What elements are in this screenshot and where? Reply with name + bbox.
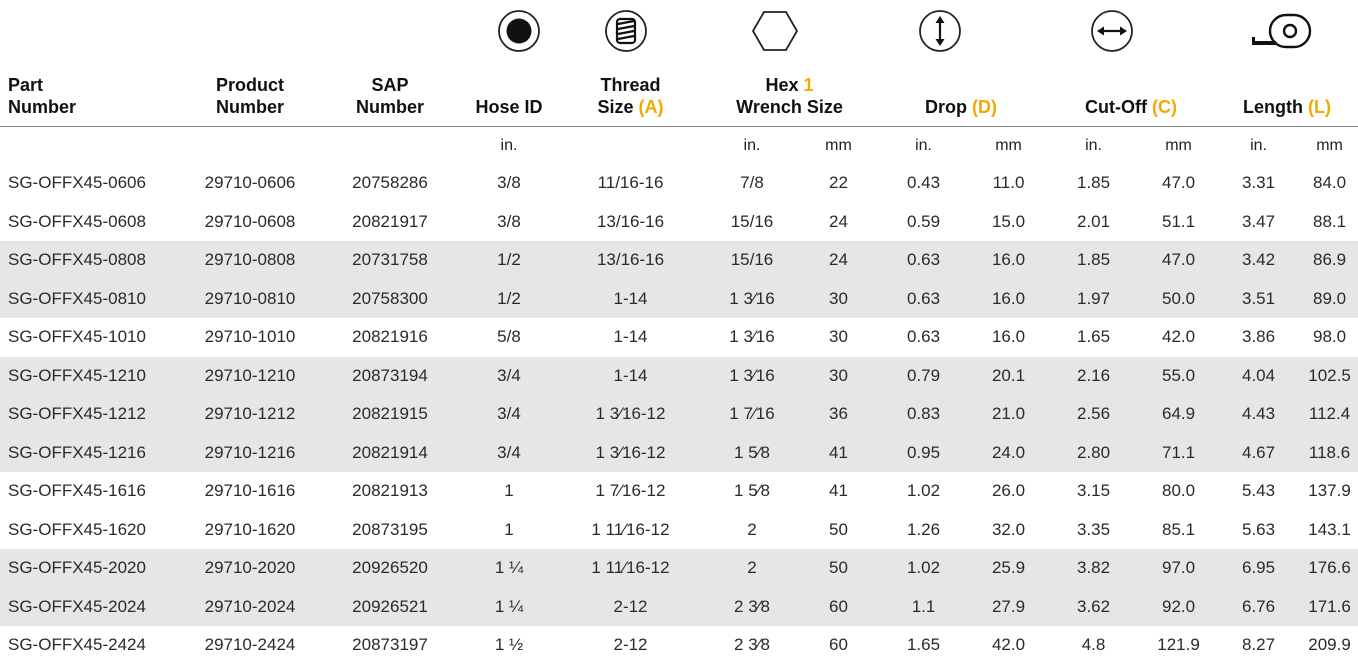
cutoff-mm-cell: 85.1 xyxy=(1161,519,1196,539)
fitting-spec-table xyxy=(0,66,1358,665)
hex-in-cell: 1 3⁄16 xyxy=(703,280,801,319)
part-number-cell: SG-OFFX45-1216 xyxy=(0,434,180,473)
drop-in-cell: 0.63 xyxy=(876,280,971,319)
length-in-cell: 8.27 xyxy=(1241,635,1276,655)
drop-mm-cell: 16.0 xyxy=(971,241,1046,280)
cutoff-in-cell: 2.56 xyxy=(1046,395,1141,434)
hose-id-cell: 1 xyxy=(504,481,514,501)
hex-mm-cell: 36 xyxy=(801,395,876,434)
hex-mm-cell: 30 xyxy=(801,280,876,319)
unit-cut-mm: mm xyxy=(1165,136,1192,154)
product-number-cell: 29710-0810 xyxy=(180,280,320,319)
hex-mm-cell: 50 xyxy=(829,519,848,539)
header-row xyxy=(0,66,1358,127)
length-in-cell: 3.31 xyxy=(1241,173,1276,193)
cutoff-mm-cell: 71.1 xyxy=(1141,434,1216,473)
drop-in-cell: 0.43 xyxy=(906,173,941,193)
length-in-cell: 3.47 xyxy=(1241,211,1276,231)
drop-mm-cell: 11.0 xyxy=(992,173,1025,193)
length-mm-cell: 102.5 xyxy=(1301,357,1358,396)
hose-id-cell: 3/4 xyxy=(460,434,558,473)
sap-number-cell: 20821916 xyxy=(352,327,428,347)
cutoff-mm-cell: 80.0 xyxy=(1161,481,1196,501)
cutoff-in-cell: 1.85 xyxy=(1076,173,1111,193)
product-number-cell: 29710-0608 xyxy=(204,211,296,231)
length-in-cell: 3.42 xyxy=(1216,241,1301,280)
table-row xyxy=(0,395,1358,434)
thread-size-cell: 1 11⁄16-12 xyxy=(558,549,703,588)
product-number-cell: 29710-1216 xyxy=(180,434,320,473)
table-row xyxy=(0,626,1358,665)
hose-id-icon xyxy=(497,9,541,53)
drop-mm-cell: 15.0 xyxy=(991,211,1026,231)
part-number-cell: SG-OFFX45-1616 xyxy=(8,481,146,501)
cutoff-mm-cell: 47.0 xyxy=(1161,173,1196,193)
thread-size-cell: 11/16-16 xyxy=(597,173,664,193)
drop-in-cell: 0.83 xyxy=(876,395,971,434)
thread-size-cell: 13/16-16 xyxy=(558,241,703,280)
drop-in-cell: 1.02 xyxy=(876,549,971,588)
hex-icon xyxy=(751,9,799,53)
unit-drop-in: in. xyxy=(915,136,932,154)
drop-mm-cell: 24.0 xyxy=(971,434,1046,473)
drop-in-cell: 1.26 xyxy=(906,519,941,539)
sap-number-cell: 20821913 xyxy=(352,481,428,501)
unit-hose-in: in. xyxy=(500,136,518,154)
sap-number-cell: 20821914 xyxy=(320,434,460,473)
sap-number-cell: 20926520 xyxy=(320,549,460,588)
hex-mm-cell: 41 xyxy=(829,481,848,501)
hex-in-cell: 15/16 xyxy=(730,211,774,231)
unit-hex-in: in. xyxy=(743,136,761,154)
unit-hex-mm: mm xyxy=(825,136,852,154)
cutoff-in-cell: 1.97 xyxy=(1046,280,1141,319)
drop-mm-cell: 25.9 xyxy=(971,549,1046,588)
header-cut-off: Cut-Off (C) xyxy=(1046,66,1216,127)
length-mm-cell: 112.4 xyxy=(1301,395,1358,434)
thread-size-cell: 1-14 xyxy=(613,327,648,347)
hose-id-cell: 1 xyxy=(504,519,514,539)
table-row xyxy=(0,434,1358,473)
thread-size-cell: 2-12 xyxy=(558,588,703,627)
hose-id-cell: 1/2 xyxy=(460,241,558,280)
thread-size-cell: 1-14 xyxy=(558,280,703,319)
product-number-cell: 29710-1616 xyxy=(204,481,296,501)
drop-mm-cell: 32.0 xyxy=(991,519,1026,539)
thread-size-cell: 1 3⁄16-12 xyxy=(558,395,703,434)
thread-size-cell: 2-12 xyxy=(613,635,648,655)
header-hex-wrench-size: Hex 1 Wrench Size xyxy=(703,66,876,127)
length-mm-cell: 176.6 xyxy=(1301,549,1358,588)
hex-mm-cell: 60 xyxy=(829,635,848,655)
table-row xyxy=(0,357,1358,396)
cutoff-in-cell: 1.85 xyxy=(1046,241,1141,280)
product-number-cell: 29710-1010 xyxy=(204,327,296,347)
hex-in-cell: 1 5⁄8 xyxy=(703,434,801,473)
table-row xyxy=(0,318,1358,357)
header-length: Length (L) xyxy=(1216,66,1358,127)
length-mm-cell: 89.0 xyxy=(1301,280,1358,319)
product-number-cell: 29710-0606 xyxy=(204,173,296,193)
header-sap-number: SAP Number xyxy=(320,66,460,127)
cutoff-mm-cell: 42.0 xyxy=(1161,327,1196,347)
hose-id-cell: 3/8 xyxy=(497,211,521,231)
drop-in-cell: 0.63 xyxy=(906,327,941,347)
hose-id-cell: 1 ¼ xyxy=(460,588,558,627)
sap-number-cell: 20821915 xyxy=(320,395,460,434)
length-mm-cell: 137.9 xyxy=(1308,481,1351,501)
part-number-cell: SG-OFFX45-0606 xyxy=(8,173,146,193)
thread-size-cell: 1 7⁄16-12 xyxy=(595,481,666,501)
drop-icon xyxy=(918,9,962,53)
cutoff-mm-cell: 121.9 xyxy=(1157,635,1200,655)
product-number-cell: 29710-2424 xyxy=(204,635,296,655)
sap-number-cell: 20873195 xyxy=(352,519,428,539)
length-in-cell: 3.51 xyxy=(1216,280,1301,319)
thread-icon xyxy=(604,9,648,53)
part-number-cell: SG-OFFX45-2424 xyxy=(8,635,146,655)
part-number-cell: SG-OFFX45-2024 xyxy=(0,588,180,627)
cutoff-icon xyxy=(1090,9,1134,53)
product-number-cell: 29710-0808 xyxy=(180,241,320,280)
table-row xyxy=(0,511,1358,550)
sap-number-cell: 20873197 xyxy=(352,635,428,655)
hex-mm-cell: 60 xyxy=(801,588,876,627)
thread-size-cell: 13/16-16 xyxy=(596,211,665,231)
cutoff-mm-cell: 55.0 xyxy=(1141,357,1216,396)
hex-mm-cell: 41 xyxy=(801,434,876,473)
drop-mm-cell: 21.0 xyxy=(971,395,1046,434)
drop-in-cell: 0.95 xyxy=(876,434,971,473)
hex-mm-cell: 22 xyxy=(829,173,848,193)
sap-number-cell: 20873194 xyxy=(320,357,460,396)
hex-in-cell: 15/16 xyxy=(703,241,801,280)
drop-in-cell: 1.1 xyxy=(876,588,971,627)
cutoff-mm-cell: 92.0 xyxy=(1141,588,1216,627)
hose-id-cell: 3/4 xyxy=(460,395,558,434)
length-mm-cell: 88.1 xyxy=(1312,211,1347,231)
thread-size-cell: 1 11⁄16-12 xyxy=(591,519,670,539)
cutoff-in-cell: 2.80 xyxy=(1046,434,1141,473)
drop-mm-cell: 16.0 xyxy=(971,280,1046,319)
table-row xyxy=(0,280,1358,319)
length-in-cell: 5.63 xyxy=(1241,519,1276,539)
column-icons-row xyxy=(0,0,1358,64)
cutoff-in-cell: 3.62 xyxy=(1046,588,1141,627)
cutoff-mm-cell: 47.0 xyxy=(1141,241,1216,280)
table-row xyxy=(0,203,1358,242)
cutoff-mm-cell: 64.9 xyxy=(1141,395,1216,434)
length-mm-cell: 171.6 xyxy=(1301,588,1358,627)
drop-in-cell: 1.65 xyxy=(906,635,941,655)
drop-mm-cell: 20.1 xyxy=(971,357,1046,396)
length-tape-icon xyxy=(1250,11,1314,51)
cutoff-in-cell: 3.35 xyxy=(1076,519,1111,539)
header-drop: Drop (D) xyxy=(876,66,1046,127)
hex-in-cell: 1 5⁄8 xyxy=(734,481,770,501)
sap-number-cell: 20758286 xyxy=(352,173,428,193)
cutoff-in-cell: 3.15 xyxy=(1076,481,1111,501)
product-number-cell: 29710-1212 xyxy=(180,395,320,434)
table-row xyxy=(0,472,1358,511)
hose-id-cell: 3/4 xyxy=(460,357,558,396)
part-number-cell: SG-OFFX45-0608 xyxy=(8,211,146,231)
hex-in-cell: 2 xyxy=(747,519,757,539)
length-mm-cell: 209.9 xyxy=(1308,635,1351,655)
length-in-cell: 6.95 xyxy=(1216,549,1301,588)
length-mm-cell: 84.0 xyxy=(1312,173,1347,193)
hex-in-cell: 1 3⁄16 xyxy=(703,357,801,396)
length-mm-cell: 118.6 xyxy=(1301,434,1358,473)
length-in-cell: 6.76 xyxy=(1216,588,1301,627)
sap-number-cell: 20758300 xyxy=(320,280,460,319)
drop-in-cell: 0.79 xyxy=(876,357,971,396)
length-in-cell: 3.86 xyxy=(1241,327,1276,347)
unit-len-mm: mm xyxy=(1316,136,1343,154)
part-number-cell: SG-OFFX45-2020 xyxy=(0,549,180,588)
length-mm-cell: 98.0 xyxy=(1312,327,1347,347)
drop-mm-cell: 26.0 xyxy=(991,481,1026,501)
table-row xyxy=(0,588,1358,627)
table-row xyxy=(0,164,1358,203)
cutoff-mm-cell: 50.0 xyxy=(1141,280,1216,319)
cutoff-mm-cell: 51.1 xyxy=(1161,211,1196,231)
hex-in-cell: 2 xyxy=(703,549,801,588)
thread-size-cell: 1 3⁄16-12 xyxy=(558,434,703,473)
unit-drop-mm: mm xyxy=(995,136,1022,154)
drop-mm-cell: 16.0 xyxy=(991,327,1026,347)
hose-id-cell: 1 ¼ xyxy=(460,549,558,588)
hose-id-cell: 5/8 xyxy=(497,327,521,347)
hose-id-cell: 1 ½ xyxy=(494,635,524,655)
hex-in-cell: 1 3⁄16 xyxy=(729,327,775,347)
product-number-cell: 29710-1210 xyxy=(180,357,320,396)
length-in-cell: 4.67 xyxy=(1216,434,1301,473)
drop-in-cell: 0.63 xyxy=(876,241,971,280)
hose-id-cell: 1/2 xyxy=(460,280,558,319)
cutoff-in-cell: 3.82 xyxy=(1046,549,1141,588)
header-hose-id: Hose ID xyxy=(460,66,558,127)
drop-in-cell: 1.02 xyxy=(906,481,941,501)
header-part-number: Part Number xyxy=(0,66,180,127)
table-body xyxy=(0,164,1358,665)
cutoff-in-cell: 1.65 xyxy=(1076,327,1111,347)
part-number-cell: SG-OFFX45-1620 xyxy=(8,519,146,539)
unit-len-in: in. xyxy=(1250,136,1267,154)
part-number-cell: SG-OFFX45-0808 xyxy=(0,241,180,280)
hex-mm-cell: 30 xyxy=(801,357,876,396)
product-number-cell: 29710-1620 xyxy=(204,519,296,539)
sap-number-cell: 20821917 xyxy=(352,211,428,231)
length-in-cell: 5.43 xyxy=(1241,481,1276,501)
drop-in-cell: 0.59 xyxy=(906,211,941,231)
thread-size-cell: 1-14 xyxy=(558,357,703,396)
drop-mm-cell: 42.0 xyxy=(991,635,1026,655)
header-thread-size: Thread Size (A) xyxy=(558,66,703,127)
cutoff-in-cell: 2.16 xyxy=(1046,357,1141,396)
length-mm-cell: 86.9 xyxy=(1301,241,1358,280)
hex-mm-cell: 24 xyxy=(801,241,876,280)
sap-number-cell: 20731758 xyxy=(320,241,460,280)
hex-mm-cell: 50 xyxy=(801,549,876,588)
table-row xyxy=(0,549,1358,588)
table-row xyxy=(0,241,1358,280)
hex-mm-cell: 24 xyxy=(829,211,848,231)
cutoff-mm-cell: 97.0 xyxy=(1141,549,1216,588)
sap-number-cell: 20926521 xyxy=(320,588,460,627)
hex-in-cell: 2 3⁄8 xyxy=(703,588,801,627)
unit-cut-in: in. xyxy=(1085,136,1102,154)
hex-in-cell: 2 3⁄8 xyxy=(734,635,770,655)
cutoff-in-cell: 2.01 xyxy=(1076,211,1111,231)
header-product-number: Product Number xyxy=(180,66,320,127)
length-in-cell: 4.43 xyxy=(1216,395,1301,434)
length-mm-cell: 143.1 xyxy=(1308,519,1351,539)
cutoff-in-cell: 4.8 xyxy=(1081,635,1106,655)
hex-in-cell: 7/8 xyxy=(740,173,764,193)
part-number-cell: SG-OFFX45-1212 xyxy=(0,395,180,434)
product-number-cell: 29710-2020 xyxy=(180,549,320,588)
hose-id-cell: 3/8 xyxy=(497,173,521,193)
part-number-cell: SG-OFFX45-1010 xyxy=(8,327,146,347)
part-number-cell: SG-OFFX45-0810 xyxy=(0,280,180,319)
part-number-cell: SG-OFFX45-1210 xyxy=(0,357,180,396)
hex-mm-cell: 30 xyxy=(829,327,848,347)
drop-mm-cell: 27.9 xyxy=(971,588,1046,627)
product-number-cell: 29710-2024 xyxy=(180,588,320,627)
hex-in-cell: 1 7⁄16 xyxy=(703,395,801,434)
units-row xyxy=(0,127,1358,165)
length-in-cell: 4.04 xyxy=(1216,357,1301,396)
